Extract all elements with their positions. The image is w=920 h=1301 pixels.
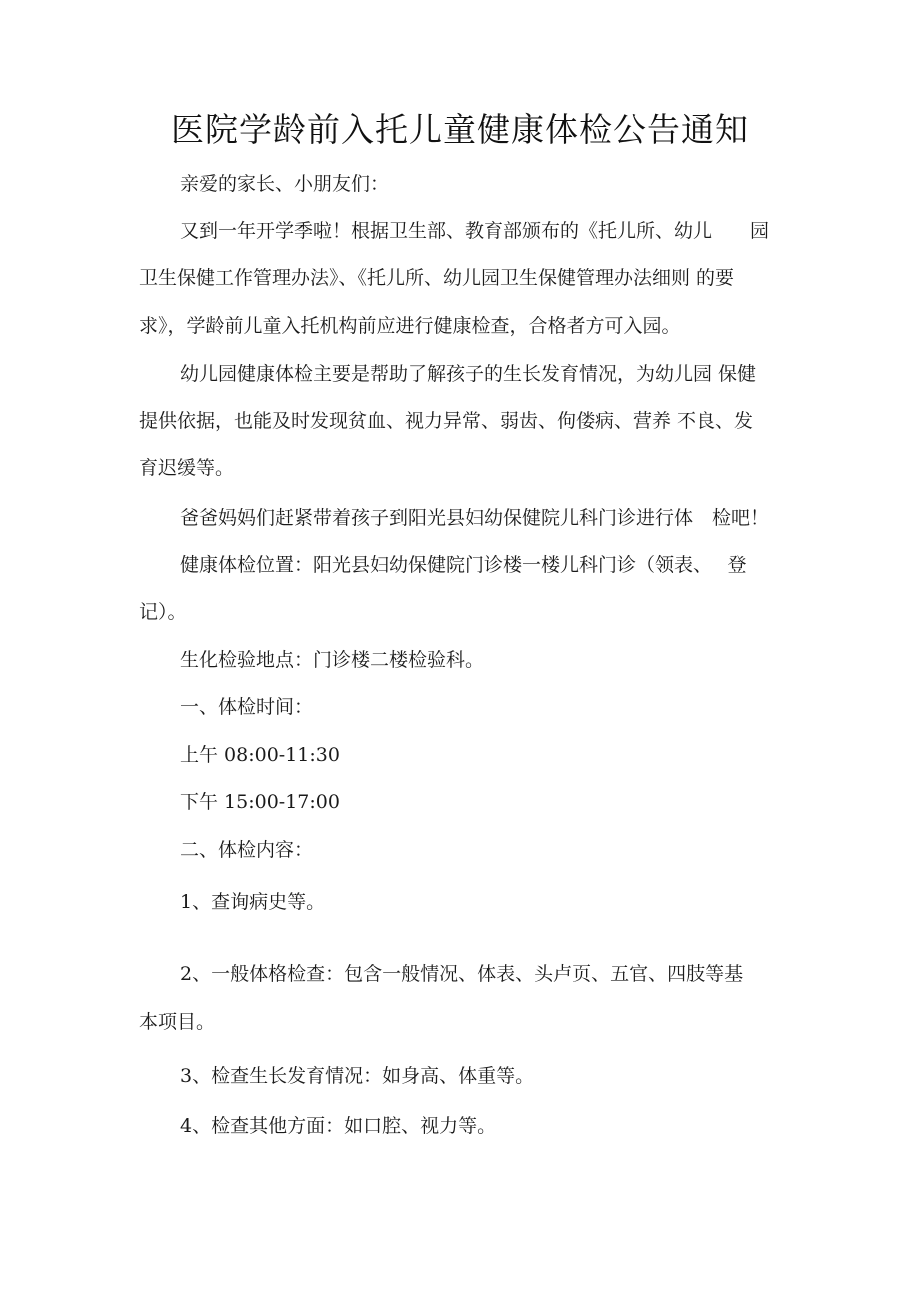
document-title: 医院学龄前入托儿童健康体检公告通知	[171, 110, 749, 149]
lab-location: 生化检验地点：门诊楼二楼检验科。	[180, 649, 485, 671]
content-item-2-line-2: 本项目。	[139, 1011, 216, 1033]
paragraph-2-line-1: 幼儿园健康体检主要是帮助了解孩子的生长发育情况，为幼儿园 保健	[180, 363, 757, 385]
paragraph-1-line-3: 求》，学龄前儿童入托机构前应进行健康检查，合格者方可入园。	[139, 315, 681, 337]
content-item-3: 3、检查生长发育情况：如身高、体重等。	[180, 1065, 535, 1087]
content-item-2-line-1: 2、一般体格检查：包含一般情况、体表、头卢页、五官、四肢等基	[180, 963, 744, 985]
location-line-1: 健康体检位置：阳光县妇幼保健院门诊楼一楼儿科门诊（领表、 登	[180, 554, 747, 576]
paragraph-2-line-3: 育迟缓等。	[139, 457, 235, 479]
content-item-4: 4、检查其他方面：如口腔、视力等。	[180, 1115, 497, 1137]
afternoon-hours: 下午 15:00-17:00	[180, 791, 340, 813]
paragraph-2-line-2: 提供依据，也能及时发现贫血、视力异常、弱齿、佝偻病、营养 不良、发	[139, 410, 754, 432]
morning-hours: 上午 08:00-11:30	[180, 744, 340, 766]
paragraph-1-line-2: 卫生保健工作管理办法》、《托儿所、幼儿园卫生保健管理办法细则 的要	[139, 267, 735, 289]
paragraph-3: 爸爸妈妈们赶紧带着孩子到阳光县妇幼保健院儿科门诊进行体 检吧！	[180, 507, 770, 529]
section-2-heading: 二、体检内容：	[180, 839, 314, 861]
section-1-heading: 一、体检时间：	[180, 696, 314, 718]
location-line-2: 记）。	[139, 601, 187, 623]
greeting: 亲爱的家长、小朋友们：	[180, 173, 390, 195]
content-item-1: 1、查询病史等。	[180, 891, 326, 913]
paragraph-1-line-1: 又到一年开学季啦！根据卫生部、教育部颁布的《托儿所、幼儿 园	[180, 220, 770, 242]
